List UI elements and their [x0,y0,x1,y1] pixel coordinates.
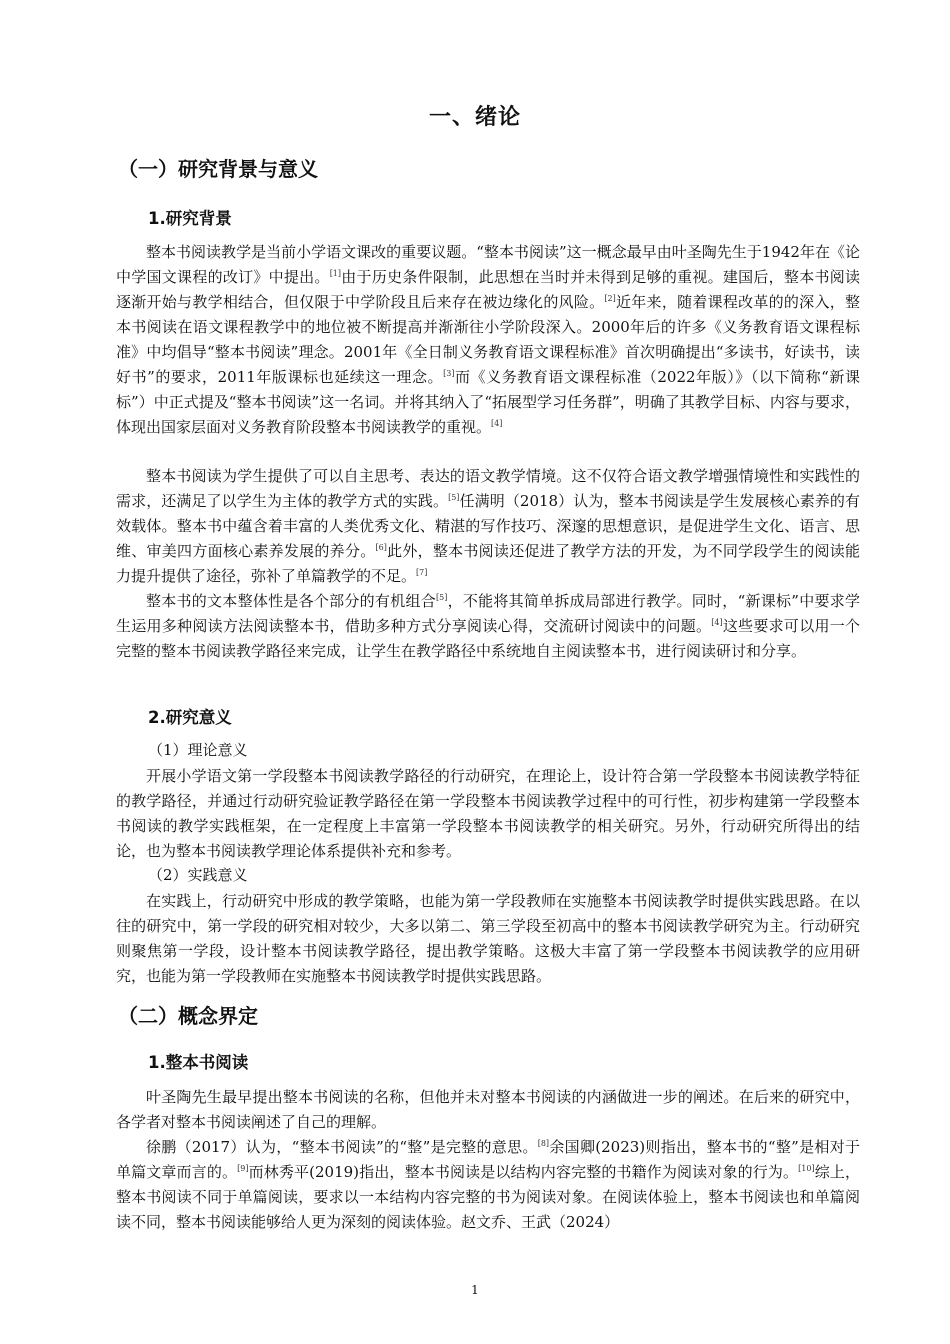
section-heading-background: （一）研究背景与意义 [118,157,318,181]
citation-ref: [4] [711,618,723,627]
heading-theory-significance: （1）理论意义 [148,741,248,759]
chapter-title: 一、绪论 [428,105,521,130]
paragraph-background-3: 整本书的文本整体性是各个部分的有机组合[5]，不能将其简单拆成局部进行教学。同时，“新课标”中要求学生运用多种阅读方法阅读整本书，借助多种方式分享阅读心得，交流研讨阅读中的问题。[4]这些要求可以用一个完整的整本书阅读教学路径来完成，让学生在教学路径中系统地自主阅读整本书，进行阅读研讨和分享。 [116,592,860,660]
subsection-heading-research-significance: 2.研究意义 [148,708,232,727]
paragraph-background-1: 整本书阅读教学是当前小学语文课改的重要议题。“整本书阅读”这一概念最早由叶圣陶先生于1942年在《论中学国文课程的改订》中提出。[1]由于历史条件限制，此思想在当时并未得到足够的重视。建国后，整本书阅读逐渐开始与教学相结合，但仅限于中学阶段且后来存在被边缘化的风险。[2]近年来，随着课程改革的的深入，整本书阅读在语文课程教学中的地位被不断提高并渐渐往小学阶段深入。2000年后的许多《义务教育语文课程标准》中均倡导“整本书阅读”理念。2001年《全日制义务教育语文课程标准》首次明确提出“多读书，好读书，读好书”的要求，2011年版课标也延续这一理念。[3]而《义务教育语文课程标准（2022年版）》（以下简称“新课标”）中正式提及“整本书阅读”这一名词。并将其纳入了“拓展型学习任务群”，明确了其教学目标、内容与要求，体现出国家层面对义务教育阶段整本书阅读教学的重视。[4] [116,243,860,436]
citation-ref: [1] [329,269,342,278]
paragraph-concept-2: 徐鹏（2017）认为，“整本书阅读”的“整”是完整的意思。[8]余国卿(2023)则指出，整本书的“整”是相对于单篇文章而言的。[9]而林秀平(2019)指出，整本书阅读是以结构内容完整的书籍作为阅读对象的行为。[10]综上，整本书阅读不同于单篇阅读，要求以一本结构内容完整的书为阅读对象。在阅读体验上，整本书阅读也和单篇阅读不同，整本书阅读能够给人更为深刻的阅读体验。赵文乔、王武（2024） [116,1138,860,1231]
citation-ref: [10] [798,1164,815,1173]
paragraph-theory-significance: 开展小学语文第一学段整本书阅读教学路径的行动研究，在理论上，设计符合第一学段整本书阅读教学特征的教学路径，并通过行动研究验证教学路径在第一学段整本书阅读教学过程中的可行性，初步构建第一学段整本书阅读的教学实践框架，在一定程度上丰富第一学段整本书阅读教学的相关研究。另外，行动研究所得出的结论，也为整本书阅读教学理论体系提供补充和参考。 [116,767,860,860]
citation-ref: [5] [448,493,460,502]
citation-ref: [8] [537,1139,550,1148]
subsection-heading-whole-book-reading: 1.整本书阅读 [148,1053,249,1072]
citation-ref: [9] [237,1164,249,1173]
heading-practice-significance: （2）实践意义 [148,866,248,884]
citation-ref: [3] [443,369,455,378]
page-number: 1 [471,1283,479,1297]
citation-ref: [5] [435,593,448,602]
citation-ref: [4] [491,419,503,428]
section-heading-concepts: （二）概念界定 [118,1004,258,1028]
citation-ref: [7] [416,568,428,577]
paragraph-concept-1: 叶圣陶先生最早提出整本书阅读的名称，但他并未对整本书阅读的内涵做进一步的阐述。在后来的研究中，各学者对整本书阅读阐述了自己的理解。 [116,1088,860,1131]
citation-ref: [6] [375,543,387,552]
citation-ref: [2] [604,294,616,303]
paragraph-background-2: 整本书阅读为学生提供了可以自主思考、表达的语文教学情境。这不仅符合语文教学增强情境性和实践性的需求，还满足了以学生为主体的教学方式的实践。[5]任满明（2018）认为，整本书阅读是学生发展核心素养的有效载体。整本书中蕴含着丰富的人类优秀文化、精湛的写作技巧、深邃的思想意识，是促进学生文化、语言、思维、审美四方面核心素养发展的养分。[6]此外，整本书阅读还促进了教学方法的开发，为不同学段学生的阅读能力提升提供了途径，弥补了单篇教学的不足。[7] [116,467,860,585]
paragraph-practice-significance: 在实践上，行动研究中形成的教学策略，也能为第一学段教师在实施整本书阅读教学时提供实践思路。在以往的研究中，第一学段的研究相对较少，大多以第二、第三学段至初高中的整本书阅读教学研究为主。行动研究则聚焦第一学段，设计整本书阅读教学路径，提出教学策略。这极大丰富了第一学段整本书阅读教学的应用研究，也能为第一学段教师在实施整本书阅读教学时提供实践思路。 [116,892,860,985]
subsection-heading-research-background: 1.研究背景 [148,209,232,228]
